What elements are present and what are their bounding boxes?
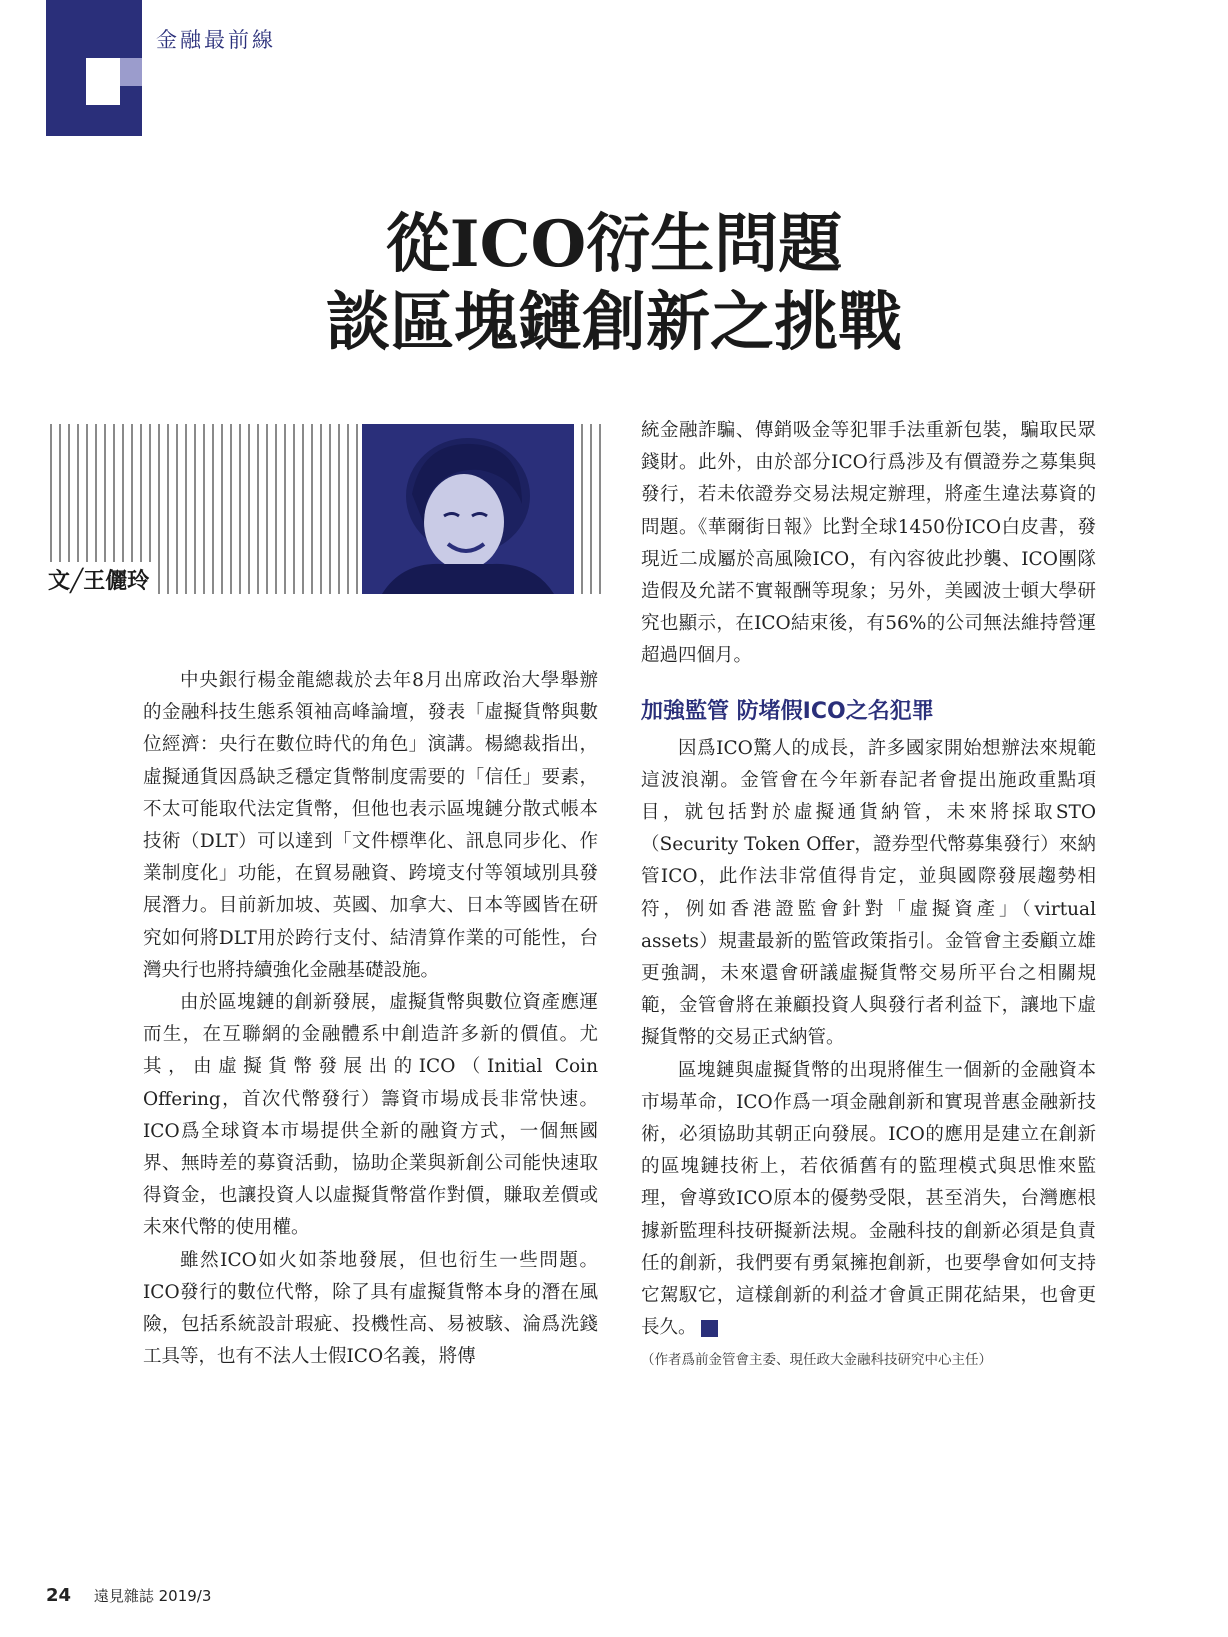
author-note: （作者爲前金管會主委、現任政大金融科技研究中心主任） xyxy=(641,1352,992,1369)
paragraph: 因爲ICO驚人的成長，許多國家開始想辦法來規範這波浪潮。金管會在今年新春記者會提出施政重點項目，就包括對於虛擬通貨納管，未來將採取STO（Security Token Offer，證券型代幣募集發行）來納管ICO，此作法非常值得肯定，並與國際發展趨勢相符，例如香港證監會針對「虛擬資產」（virtual assets）規畫最新的監管政策指引。金管會主委顧立雄更強調，未來還會研議虛擬貨幣交易所平台之相關規範，金管會將在兼顧投資人與發行者利益下，讓地下虛擬貨幣的交易正式納管。 xyxy=(641,737,1096,1049)
page-number: 24 xyxy=(46,1585,72,1606)
paragraph: 雖然ICO如火如荼地發展，但也衍生一些問題。ICO發行的數位代幣，除了具有虛擬貨幣本身的潛在風險，包括系統設計瑕疵、投機性高、易被駭、淪爲洗錢工具等，也有不法人士假ICO名義，將傳 xyxy=(143,1249,598,1368)
section-marker-accent xyxy=(118,58,142,86)
title-line-2: 談區塊鏈創新之挑戰 xyxy=(326,285,902,360)
section-marker-notch xyxy=(86,58,120,105)
page-footer xyxy=(46,1585,211,1606)
paragraph: 由於區塊鏈的創新發展，虛擬貨幣與數位資產應運而生，在互聯網的金融體系中創造許多新的價值。尤其，由虛擬貨幣發展出的ICO（Initial Coin Offering，首次代幣發行）籌資市場成長非常快速。ICO爲全球資本市場提供全新的融資方式，一個無國界、無時差的募資活動，協助企業與新創公司能快速取得資金，也讓投資人以虛擬貨幣當作對價，賺取差價或未來代幣的使用權。 xyxy=(143,992,598,1239)
paragraph xyxy=(641,1055,1096,1345)
article-column-right xyxy=(641,415,1096,1370)
paragraph: 中央銀行楊金龍總裁於去年8月出席政治大學舉辦的金融科技生態系領袖高峰論壇，發表「虛擬貨幣與數位經濟：央行在數位時代的角色」演講。楊總裁指出，虛擬通貨因爲缺乏穩定貨幣制度需要的「信任」要素，不太可能取代法定貨幣，但他也表示區塊鏈分散式帳本技術（DLT）可以達到「文件標準化、訊息同步化、作業制度化」功能，在貿易融資、跨境支付等領域別具發展潛力。目前新加坡、英國、加拿大、日本等國皆在研究如何將DLT用於跨行支付、結清算作業的可能性，台灣央行也將持續強化金融基礎設施。 xyxy=(143,670,598,981)
section-label: 金融最前線 xyxy=(156,28,276,52)
title-line-1: 從ICO衍生問題 xyxy=(385,207,843,282)
author-photo xyxy=(362,424,574,594)
paragraph-text: 區塊鏈與虛擬貨幣的出現將催生一個新的金融資本市場革命，ICO作爲一項金融創新和實現普惠金融新技術，必須協助其朝正向發展。ICO的應用是建立在創新的區塊鏈技術上，若依循舊有的監理模式與思惟來監理，會導致ICO原本的優勢受限，甚至消失，台灣應根據新監理科技研擬新法規。金融科技的創新必須是負責任的創新，我們要有勇氣擁抱創新，也要學會如何支持它駕馭它，這樣創新的利益才會眞正開花結果，也會更長久。 xyxy=(641,1059,1096,1339)
paragraph-continued: 統金融詐騙、傳銷吸金等犯罪手法重新包裝，騙取民眾錢財。此外，由於部分ICO行爲涉及有價證券之募集與發行，若未依證券交易法規定辦理，將產生違法募資的問題。《華爾街日報》比對全球1450份ICO白皮書，發現近二成屬於高風險ICO，有內容彼此抄襲、ICO團隊造假及允諾不實報酬等現象；另外，美國波士頓大學研究也顯示，在ICO結束後，有56%的公司無法維持營運超過四個月。 xyxy=(641,420,1096,667)
section-subheading: 加強監管 防堵假ICO之名犯罪 xyxy=(641,698,934,724)
article-title xyxy=(0,206,1228,362)
publication-name: 遠見雜誌 2019/3 xyxy=(93,1587,212,1605)
byline: 文╱王儷玲 xyxy=(46,562,153,595)
author-photo-illustration xyxy=(362,424,574,594)
section-marker-block xyxy=(46,0,142,136)
end-mark-icon: G xyxy=(701,1320,718,1337)
article-column-left xyxy=(143,665,598,1373)
